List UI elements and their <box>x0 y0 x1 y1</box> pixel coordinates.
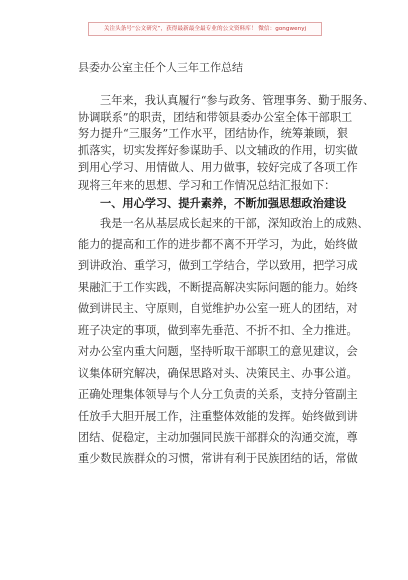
body-line: 班子决定的事项，做到率先垂范、不折不扣、全力推进。 <box>78 324 358 337</box>
body-line: 做到讲民主、守原则，自觉维护办公室一班人的团结，对 <box>78 302 358 315</box>
body-line: 到用心学习、用情做人、用力做事，较好完成了各项工作 <box>78 161 358 174</box>
section-heading: 一、用心学习、提升素养，不断加强思想政治建设 <box>100 196 347 210</box>
body-line: 能力的提高和工作的进步都不离不开学习，为此，始终做 <box>78 238 358 251</box>
promo-banner-text: 关注头条号“公文研究”，获得最新最全最专业的公文资料库！ 微信：gongwenyj <box>103 26 307 32</box>
body-line: 团结、促稳定，主动加强同民族干部群众的沟通交流，尊 <box>78 431 358 444</box>
body-line: 对办公室内重大问题，坚持听取干部职工的意见建议，会 <box>78 345 358 358</box>
body-line: 我是一名从基层成长起来的干部，深知政治上的成熟、 <box>100 217 369 230</box>
body-line: 努力提升“三服务”工作水平，团结协作，统筹兼顾，狠 <box>78 127 348 140</box>
body-line: 协调联系”的职责，团结和带领县委办公室全体干部职工 <box>78 111 353 124</box>
body-line: 抓落实，切实发挥好参谋助手、以文辅政的作用，切实做 <box>78 144 358 157</box>
body-line: 现将三年来的思想、学习和工作情况总结汇报如下： <box>78 179 336 192</box>
body-line: 重少数民族群众的习惯，常讲有利于民族团结的话，常做 <box>78 452 358 465</box>
body-line: 正确处理集体领导与个人分工负责的关系，支持分管副主 <box>78 388 358 401</box>
body-line: 任放手大胆开展工作，注重整体效能的发挥。始终做到讲 <box>78 410 358 423</box>
body-line: 果融汇于工作实践，不断提高解决实际问题的能力。始终 <box>78 281 358 294</box>
body-line: 三年来，我认真履行“参与政务、管理事务、勤于服务、 <box>100 94 375 107</box>
body-line: 议集体研究解决，确保思路对头、决策民主、办事公道。 <box>78 367 358 380</box>
document-title: 县委办公室主任个人三年工作总结 <box>78 61 243 74</box>
body-line: 到讲政治、重学习，做到工学结合，学以致用，把学习成 <box>78 259 358 272</box>
promo-banner[interactable] <box>88 22 322 36</box>
